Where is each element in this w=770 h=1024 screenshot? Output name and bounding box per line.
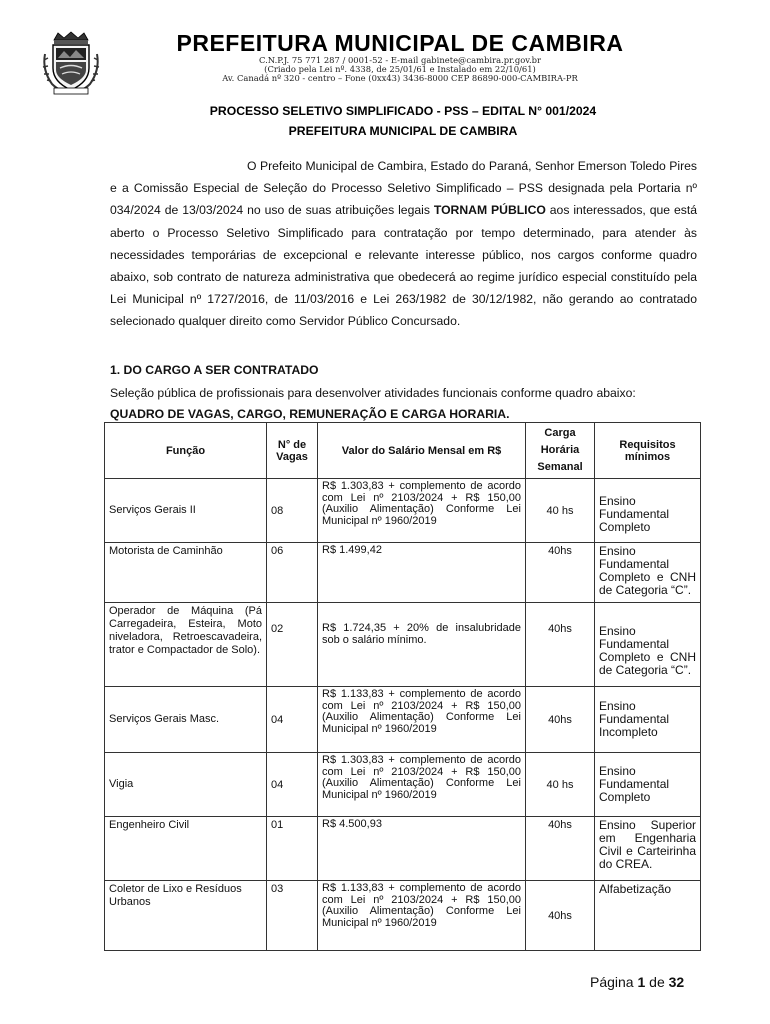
intro-text-bold: TORNAM PÚBLICO bbox=[433, 203, 546, 218]
cell-funcao: Vigia bbox=[105, 753, 267, 817]
cell-vagas: 06 bbox=[267, 543, 318, 603]
cell-vagas: 02 bbox=[267, 603, 318, 687]
cell-funcao: Motorista de Caminhão bbox=[105, 543, 267, 603]
header-vagas: N° de Vagas bbox=[267, 423, 318, 479]
cell-funcao: Engenheiro Civil bbox=[105, 817, 267, 881]
cell-vagas: 04 bbox=[267, 687, 318, 753]
municipal-crest-icon bbox=[40, 30, 102, 96]
cell-requisitos: Alfabetização bbox=[595, 881, 701, 951]
vacancy-table bbox=[104, 422, 701, 951]
edital-title: PROCESSO SELETIVO SIMPLIFICADO - PSS – EDITAL N° 001/2024 bbox=[209, 104, 597, 118]
header-funcao: Função bbox=[105, 423, 267, 479]
section-heading: 1. DO CARGO A SER CONTRATADO bbox=[110, 363, 319, 377]
table-header-row bbox=[105, 423, 701, 479]
header-creation: (Criado pela Lei nº. 4338, de 25/01/61 e Instalado em 22/10/61) bbox=[264, 64, 536, 74]
header-cnpj-email: C.N.P.J. 75 771 287 / 0001-52 - E-mail gabinete@cambira.pr.gov.br bbox=[259, 55, 541, 65]
cell-carga: 40hs bbox=[526, 817, 595, 881]
table-row bbox=[105, 543, 701, 603]
header-requisitos: Requisitos mínimos bbox=[595, 423, 701, 479]
cell-requisitos: Ensino Superior em Engenharia Civil e Carteirinha do CREA. bbox=[595, 817, 701, 881]
cell-salario: R$ 1.724,35 + 20% de insalubridade sob o salário mínimo. bbox=[318, 603, 526, 687]
cell-salario: R$ 1.499,42 bbox=[318, 543, 526, 603]
cell-requisitos: Ensino Fundamental Completo e CNH de Categoria “C”. bbox=[595, 603, 701, 687]
cell-vagas: 08 bbox=[267, 479, 318, 543]
cell-funcao: Serviços Gerais II bbox=[105, 479, 267, 543]
section-text: Seleção pública de profissionais para desenvolver atividades funcionais conforme quadro abaixo: bbox=[110, 386, 636, 400]
header-address: Av. Canadá nº 320 - centro – Fone (0xx43) 3436-8000 CEP 86890-000-CAMBIRA-PR bbox=[222, 73, 578, 83]
header-title: PREFEITURA MUNICIPAL DE CAMBIRA bbox=[176, 30, 624, 56]
intro-text-b: aos interessados, que está aberto o Processo Seletivo Simplificado para contratação por tempo determinado, para atender às necessidades temporárias de excepcional e relevante interesse público, nos cargos conforme quadro abaixo, sob contrato de natureza administrativa que obedecerá ao regime jurídico especial constituído pela Lei Municipal nº 1727/2016, de 11/03/2016 e Lei 263/1982 de 30/12/1982, não gerando ao contratado selecionado qualquer direito como Servidor Público Concursado. bbox=[110, 203, 697, 329]
cell-carga: 40 hs bbox=[526, 753, 595, 817]
cell-carga: 40hs bbox=[526, 603, 595, 687]
intro-paragraph bbox=[110, 155, 697, 333]
table-row bbox=[105, 881, 701, 951]
cell-salario: R$ 1.133,83 + complemento de acordo com Lei nº 2103/2024 + R$ 150,00 (Auxilio Alimentação) Conforme Lei Municipal nº 1960/2019 bbox=[318, 687, 526, 753]
cell-carga: 40hs bbox=[526, 687, 595, 753]
cell-funcao: Coletor de Lixo e Resíduos Urbanos bbox=[105, 881, 267, 951]
table-row bbox=[105, 817, 701, 881]
cell-salario: R$ 4.500,93 bbox=[318, 817, 526, 881]
cell-funcao: Operador de Máquina (Pá Carregadeira, Esteira, Moto niveladora, Retroescavadeira, trator e Compactador de Solo). bbox=[105, 603, 267, 687]
cell-funcao: Serviços Gerais Masc. bbox=[105, 687, 267, 753]
table-title: QUADRO DE VAGAS, CARGO, REMUNERAÇÃO E CARGA HORARIA. bbox=[110, 407, 510, 421]
cell-vagas: 04 bbox=[267, 753, 318, 817]
cell-carga: 40hs bbox=[526, 881, 595, 951]
intro-text-a: O Prefeito Municipal de Cambira, Estado do Paraná, Senhor Emerson Toledo Pires e a Comissão Especial de Seleção do Processo Seletivo Simplificado – PSS designada pela Portaria nº 034/2024 de 13/03/2024 no uso de suas atribuições legais bbox=[110, 159, 697, 218]
table-row bbox=[105, 687, 701, 753]
page-number: Página 1 de 32 bbox=[590, 974, 685, 990]
table-row bbox=[105, 603, 701, 687]
cell-salario: R$ 1.303,83 + complemento de acordo com Lei nº 2103/2024 + R$ 150,00 (Auxilio Alimentação) Conforme Lei Municipal nº 1960/2019 bbox=[318, 753, 526, 817]
cell-vagas: 01 bbox=[267, 817, 318, 881]
cell-requisitos: Ensino Fundamental Incompleto bbox=[595, 687, 701, 753]
cell-requisitos: Ensino Fundamental Completo bbox=[595, 479, 701, 543]
cell-carga: 40hs bbox=[526, 543, 595, 603]
cell-requisitos: Ensino Fundamental Completo bbox=[595, 753, 701, 817]
header-salario: Valor do Salário Mensal em R$ bbox=[318, 423, 526, 479]
cell-salario: R$ 1.303,83 + complemento de acordo com Lei nº 2103/2024 + R$ 150,00 (Auxilio Alimentação) Conforme Lei Municipal nº 1960/2019 bbox=[318, 479, 526, 543]
cell-carga: 40 hs bbox=[526, 479, 595, 543]
header-carga: Carga Horária Semanal bbox=[526, 423, 595, 479]
edital-subtitle: PREFEITURA MUNICIPAL DE CAMBIRA bbox=[288, 124, 518, 138]
cell-vagas: 03 bbox=[267, 881, 318, 951]
cell-requisitos: Ensino Fundamental Completo e CNH de Categoria “C”. bbox=[595, 543, 701, 603]
cell-salario: R$ 1.133,83 + complemento de acordo com Lei nº 2103/2024 + R$ 150,00 (Auxilio Alimentação) Conforme Lei Municipal nº 1960/2019 bbox=[318, 881, 526, 951]
table-row bbox=[105, 479, 701, 543]
table-row bbox=[105, 753, 701, 817]
